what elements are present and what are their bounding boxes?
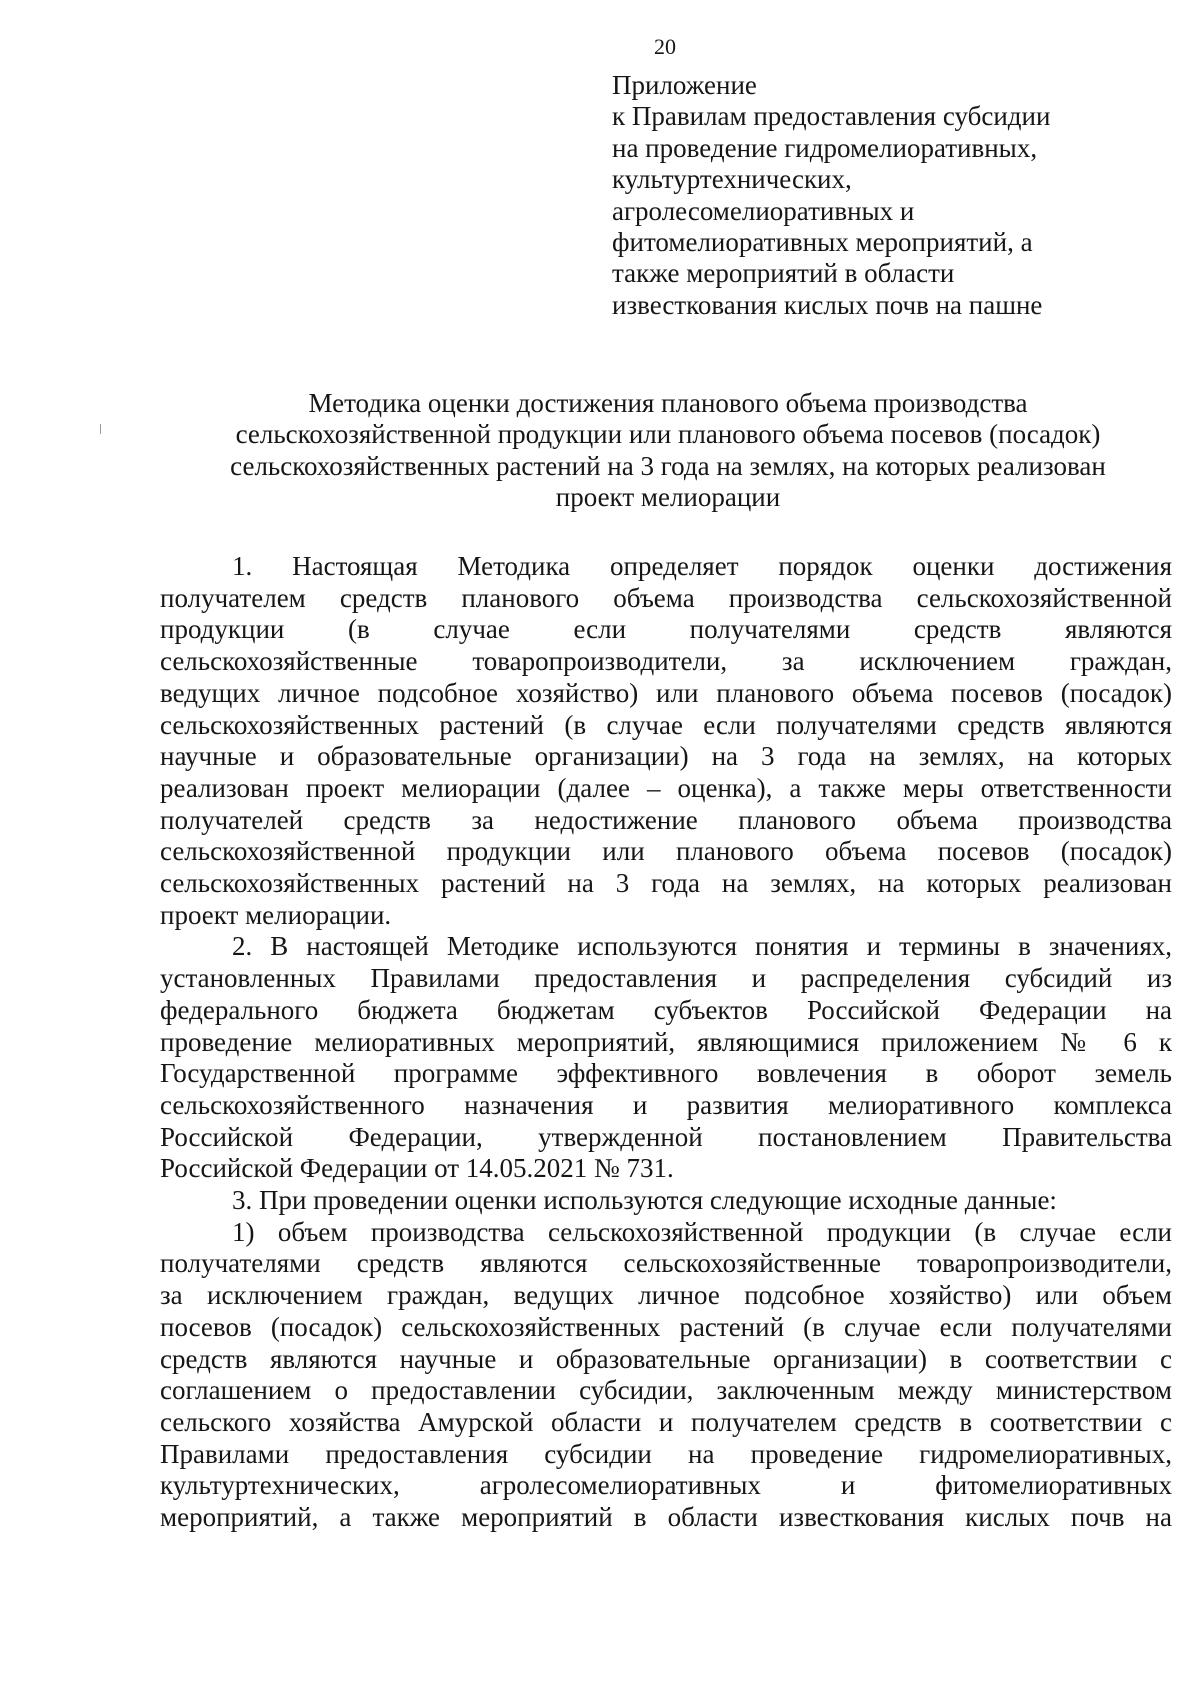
text-line: посевов (посадок) сельскохозяйственных растений (в случае если получателями xyxy=(160,1311,1172,1342)
text-line: средств являются научные и образовательные организации) в соответствии с xyxy=(160,1343,1172,1374)
appendix-line: культуртехнических, xyxy=(612,164,852,195)
title-line: сельскохозяйственных растений на 3 года на землях, на которых реализован xyxy=(230,450,1106,481)
text-line: сельскохозяйственных растений (в случае если получателями средств являются xyxy=(160,709,1172,740)
text-line: мероприятий, а также мероприятий в области известкования кислых почв на xyxy=(160,1502,1172,1533)
scan-margin-mark xyxy=(100,424,101,434)
text-line: сельскохозяйственной продукции или планового объема посевов (посадок) xyxy=(160,836,1172,867)
text-line: продукции (в случае если получателями средств являются xyxy=(160,614,1172,645)
paragraph-3-item-1 xyxy=(160,1217,1172,1534)
text-line: 3. При проведении оценки используются следующие исходные данные: xyxy=(232,1185,1057,1216)
paragraph-1 xyxy=(160,551,1172,931)
text-line: установленных Правилами предоставления и распределения субсидий из xyxy=(160,963,1172,994)
paragraph-3 xyxy=(160,1185,1172,1217)
appendix-line: на проведение гидромелиоративных, xyxy=(612,132,1038,163)
title-line: проект мелиорации xyxy=(555,482,781,513)
text-line: сельскохозяйственного назначения и развития мелиоративного комплекса xyxy=(160,1089,1172,1120)
title-line: сельскохозяйственной продукции или планового объема посевов (посадок) xyxy=(235,419,1101,450)
appendix-line: к Правилам предоставления субсидии xyxy=(612,101,1051,132)
text-line: Российской Федерации от 14.05.2021 № 731. xyxy=(160,1153,674,1184)
text-line: культуртехнических, агролесомелиоративных и фитомелиоративных xyxy=(160,1470,1172,1501)
text-line: Правилами предоставления субсидии на проведение гидромелиоративных, xyxy=(160,1438,1172,1469)
title-line: Методика оценки достижения планового объема производства xyxy=(308,388,1028,418)
paragraph-2 xyxy=(160,931,1172,1185)
text-line: получателем средств планового объема производства сельскохозяйственной xyxy=(160,582,1172,613)
text-line: Российской Федерации, утвержденной постановлением Правительства xyxy=(160,1121,1172,1152)
text-line: сельского хозяйства Амурской области и получателем средств в соответствии с xyxy=(160,1406,1172,1437)
text-line: сельскохозяйственные товаропроизводители, за исключением граждан, xyxy=(160,646,1172,677)
page-number: 20 xyxy=(654,34,676,59)
text-line: научные и образовательные организации) на 3 года на землях, на которых xyxy=(160,741,1172,772)
appendix-line: агролесомелиоративных и xyxy=(612,195,915,226)
text-line: сельскохозяйственных растений на 3 года на землях, на которых реализован xyxy=(160,868,1172,899)
appendix-header xyxy=(612,70,1172,321)
document-body xyxy=(160,551,1172,1534)
document-title xyxy=(168,388,1168,514)
appendix-line: также мероприятий в области xyxy=(612,258,955,289)
text-line: Государственной программе эффективного вовлечения в оборот земель xyxy=(160,1058,1172,1089)
text-line: за исключением граждан, ведущих личное подсобное хозяйство) или объем xyxy=(160,1280,1172,1311)
text-line: реализован проект мелиорации (далее – оценка), а также меры ответственности xyxy=(160,772,1172,803)
text-line: 1. Настоящая Методика определяет порядок оценки достижения xyxy=(232,551,1172,581)
text-line: проведение мелиоративных мероприятий, являющимися приложением № 6 к xyxy=(160,1026,1172,1057)
text-line: соглашением о предоставлении субсидии, заключенным между министерством xyxy=(160,1375,1172,1406)
text-line: 2. В настоящей Методике используются понятия и термины в значениях, xyxy=(232,931,1172,962)
text-line: проект мелиорации. xyxy=(160,899,392,930)
appendix-line: фитомелиоративных мероприятий, а xyxy=(612,227,1033,258)
appendix-line: известкования кислых почв на пашне xyxy=(612,289,1043,320)
appendix-line: Приложение xyxy=(612,70,757,100)
text-line: 1) объем производства сельскохозяйственной продукции (в случае если xyxy=(232,1216,1172,1247)
text-line: федерального бюджета бюджетам субъектов Российской Федерации на xyxy=(160,994,1172,1025)
text-line: получателями средств являются сельскохозяйственные товаропроизводители, xyxy=(160,1248,1172,1279)
text-line: получателей средств за недостижение планового объема производства xyxy=(160,804,1172,835)
text-line: ведущих личное подсобное хозяйство) или планового объема посевов (посадок) xyxy=(160,677,1172,708)
